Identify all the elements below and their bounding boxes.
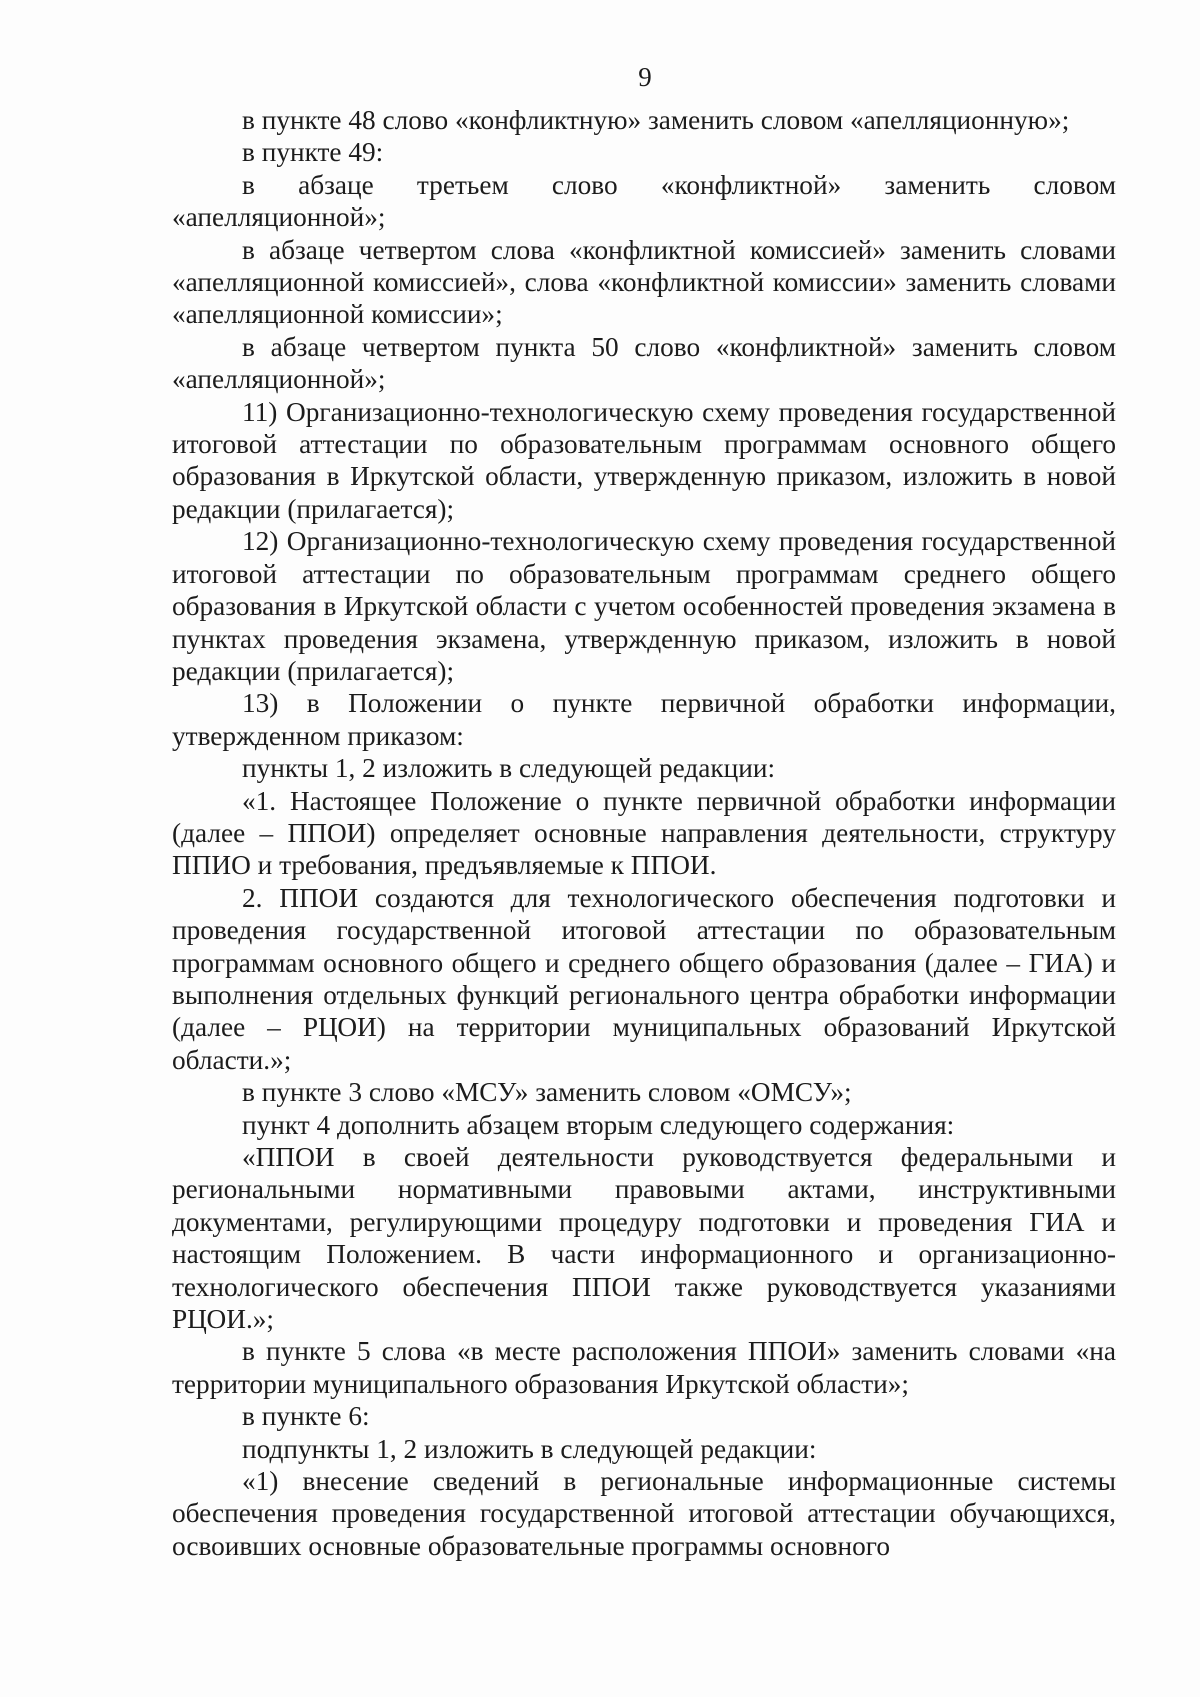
paragraph: в абзаце третьем слово «конфликтной» заменить словом «апелляционной»; [172,169,1116,233]
paragraph: в пункте 49: [242,137,384,168]
document-body [172,104,1116,1562]
paragraph: подпункты 1, 2 изложить в следующей редакции: [242,1433,817,1464]
paragraph: в абзаце четвертом пункта 50 слово «конфликтной» заменить словом «апелляционной»; [172,331,1116,395]
paragraph: пункты 1, 2 изложить в следующей редакции: [242,753,776,784]
paragraph: 2. ППОИ создаются для технологического обеспечения подготовки и проведения государственной итоговой аттестации по образовательным программам основного общего и среднего общего образования (далее – ГИА) и выполнения отдельных функций регионального центра обработки информации (далее – РЦОИ) на территории муниципальных образований Иркутской области.»; [172,882,1116,1075]
page-number: 9 [638,62,652,92]
paragraph: в пункте 5 слова «в месте расположения ППОИ» заменить словами «на территории муниципального образования Иркутской области»; [172,1336,1116,1399]
paragraph: пункт 4 дополнить абзацем вторым следующего содержания: [242,1109,955,1140]
paragraph: в пункте 6: [242,1401,370,1432]
paragraph: 13) в Положении о пункте первичной обработки информации, утвержденном приказом: [172,688,1116,751]
paragraph: 12) Организационно-технологическую схему проведения государственной итоговой аттестации по образовательным программам среднего общего образования в Иркутской области с учетом особенностей проведения экзамена в пунктах проведения экзамена, утвержденную приказом, изложить в новой редакции (прилагается); [172,526,1116,686]
paragraph: в абзаце четвертом слова «конфликтной комиссией» заменить словами «апелляционной комиссией», слова «конфликтной комиссии» заменить словами «апелляционной комиссии»; [172,234,1116,330]
paragraph: «1. Настоящее Положение о пункте первичной обработки информации (далее – ППОИ) определяет основные направления деятельности, структуру ППИО и требования, предъявляемые к ППОИ. [172,785,1116,881]
paragraph: 11) Организационно-технологическую схему проведения государственной итоговой аттестации по образовательным программам основного общего образования в Иркутской области, утвержденную приказом, изложить в новой редакции (прилагается); [172,396,1116,524]
paragraph: в пункте 48 слово «конфликтную» заменить словом «апелляционную»; [242,105,1070,135]
paragraph: «ППОИ в своей деятельности руководствуется федеральными и региональными нормативными правовыми актами, инструктивными документами, регулирующими процедуру подготовки и проведения ГИА и настоящим Положением. В части информационного и организационно-технологического обеспечения ППОИ также руководствуется указаниями РЦОИ.»; [172,1142,1116,1335]
paragraph: в пункте 3 слово «МСУ» заменить словом «ОМСУ»; [242,1077,852,1108]
paragraph: «1) внесение сведений в региональные информационные системы обеспечения проведения государственной итоговой аттестации обучающихся, освоивших основные образовательные программы основного [172,1466,1116,1561]
